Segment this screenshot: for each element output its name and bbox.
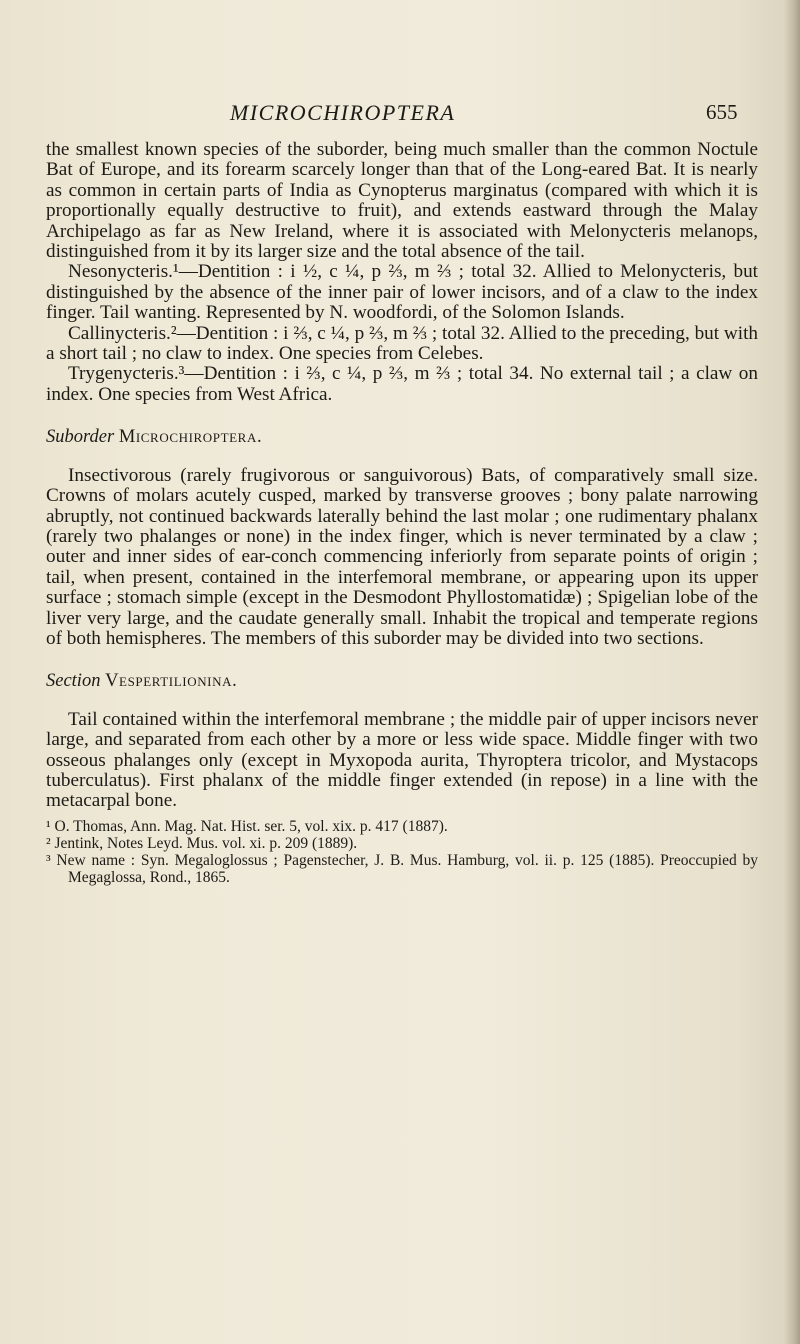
section-heading-label: Section [46,671,101,692]
footnotes [46,818,758,886]
suborder-heading-label: Suborder [46,427,115,448]
page-body [46,140,758,886]
footnote-3: ³ New name : Syn. Megaloglossus ; Pagenstecher, J. B. Mus. Hamburg, vol. ii. p. 125 (1885). Preoccupied by Megaglossa, Rond., 1865. [46,851,758,886]
section-heading [46,671,758,691]
page-number: 655 [706,100,738,124]
section-heading-name: Vespertilionina. [105,671,238,692]
page-edge-shadow [784,0,800,1344]
page-header [0,100,800,130]
footnote-1: ¹ O. Thomas, Ann. Mag. Nat. Hist. ser. 5, vol. xix. p. 417 (1887). [46,817,448,835]
paragraph-suborder-description: Insectivorous (rarely frugivorous or sanguivorous) Bats, of comparatively small size. Crowns of molars acutely cusped, marked by transverse grooves ; bony palate narrowing abruptly, not continued backwards laterally behind the last molar ; one rudimentary phalanx (rarely two phalanges or none) in the index finger, which is never terminated by a claw ; outer and inner sides of ear-conch commencing inferiorly from separate points of origin ; tail, when present, contained in the interfemoral membrane, or appearing upon its upper surface ; stomach simple (except in the Desmodont Phyllostomatidæ) ; Spigelian lobe of the liver very large, and the caudate generally small. Inhabit the tropical and temperate regions of both hemispheres. The members of this suborder may be divided into two sections. [46,464,758,649]
paragraph-section-description: Tail contained within the interfemoral membrane ; the middle pair of upper incisors never large, and separated from each other by a more or less wide space. Middle finger with two osseous phalanges only (except in Myxopoda aurita, Thyroptera tricolor, and Mystacops tuberculatus). First phalanx of the middle finger extended (in repose) in a line with the metacarpal bone. [46,708,758,812]
paragraph-continuation: the smallest known species of the suborder, being much smaller than the common Noctule Bat of Europe, and its forearm scarcely longer than that of the Long-eared Bat. It is nearly as common in certain parts of India as Cynopterus marginatus (compared with which it is proportionally equally destructive to fruit), and extends eastward through the Malay Archipelago as far as New Ireland, where it is associated with Melonycteris melanops, distinguished from it by its larger size and the total absence of the tail. [46,139,758,263]
paragraph-nesonycteris: Nesonycteris.¹—Dentition : i ½, c ¼, p ⅔, m ⅔ ; total 32. Allied to Melonycteris, but distinguished by the absence of the inner pair of lower incisors, and of a claw to the index finger. Tail wanting. Represented by N. woodfordi, of the Solomon Islands. [46,261,758,324]
suborder-heading-name: Microchiroptera. [118,427,263,448]
paragraph-callinycteris: Callinycteris.²—Dentition : i ⅔, c ¼, p ⅔, m ⅔ ; total 32. Allied to the preceding, but with a short tail ; no claw to index. One species from Celebes. [46,322,759,365]
suborder-heading [46,427,758,447]
paragraph-trygenycteris: Trygenycteris.³—Dentition : i ⅔, c ¼, p ⅔, m ⅔ ; total 34. No external tail ; a claw on index. One species from West Africa. [46,363,758,405]
running-head: MICROCHIROPTERA [230,100,456,125]
footnote-2: ² Jentink, Notes Leyd. Mus. vol. xi. p. 209 (1889). [46,834,358,852]
